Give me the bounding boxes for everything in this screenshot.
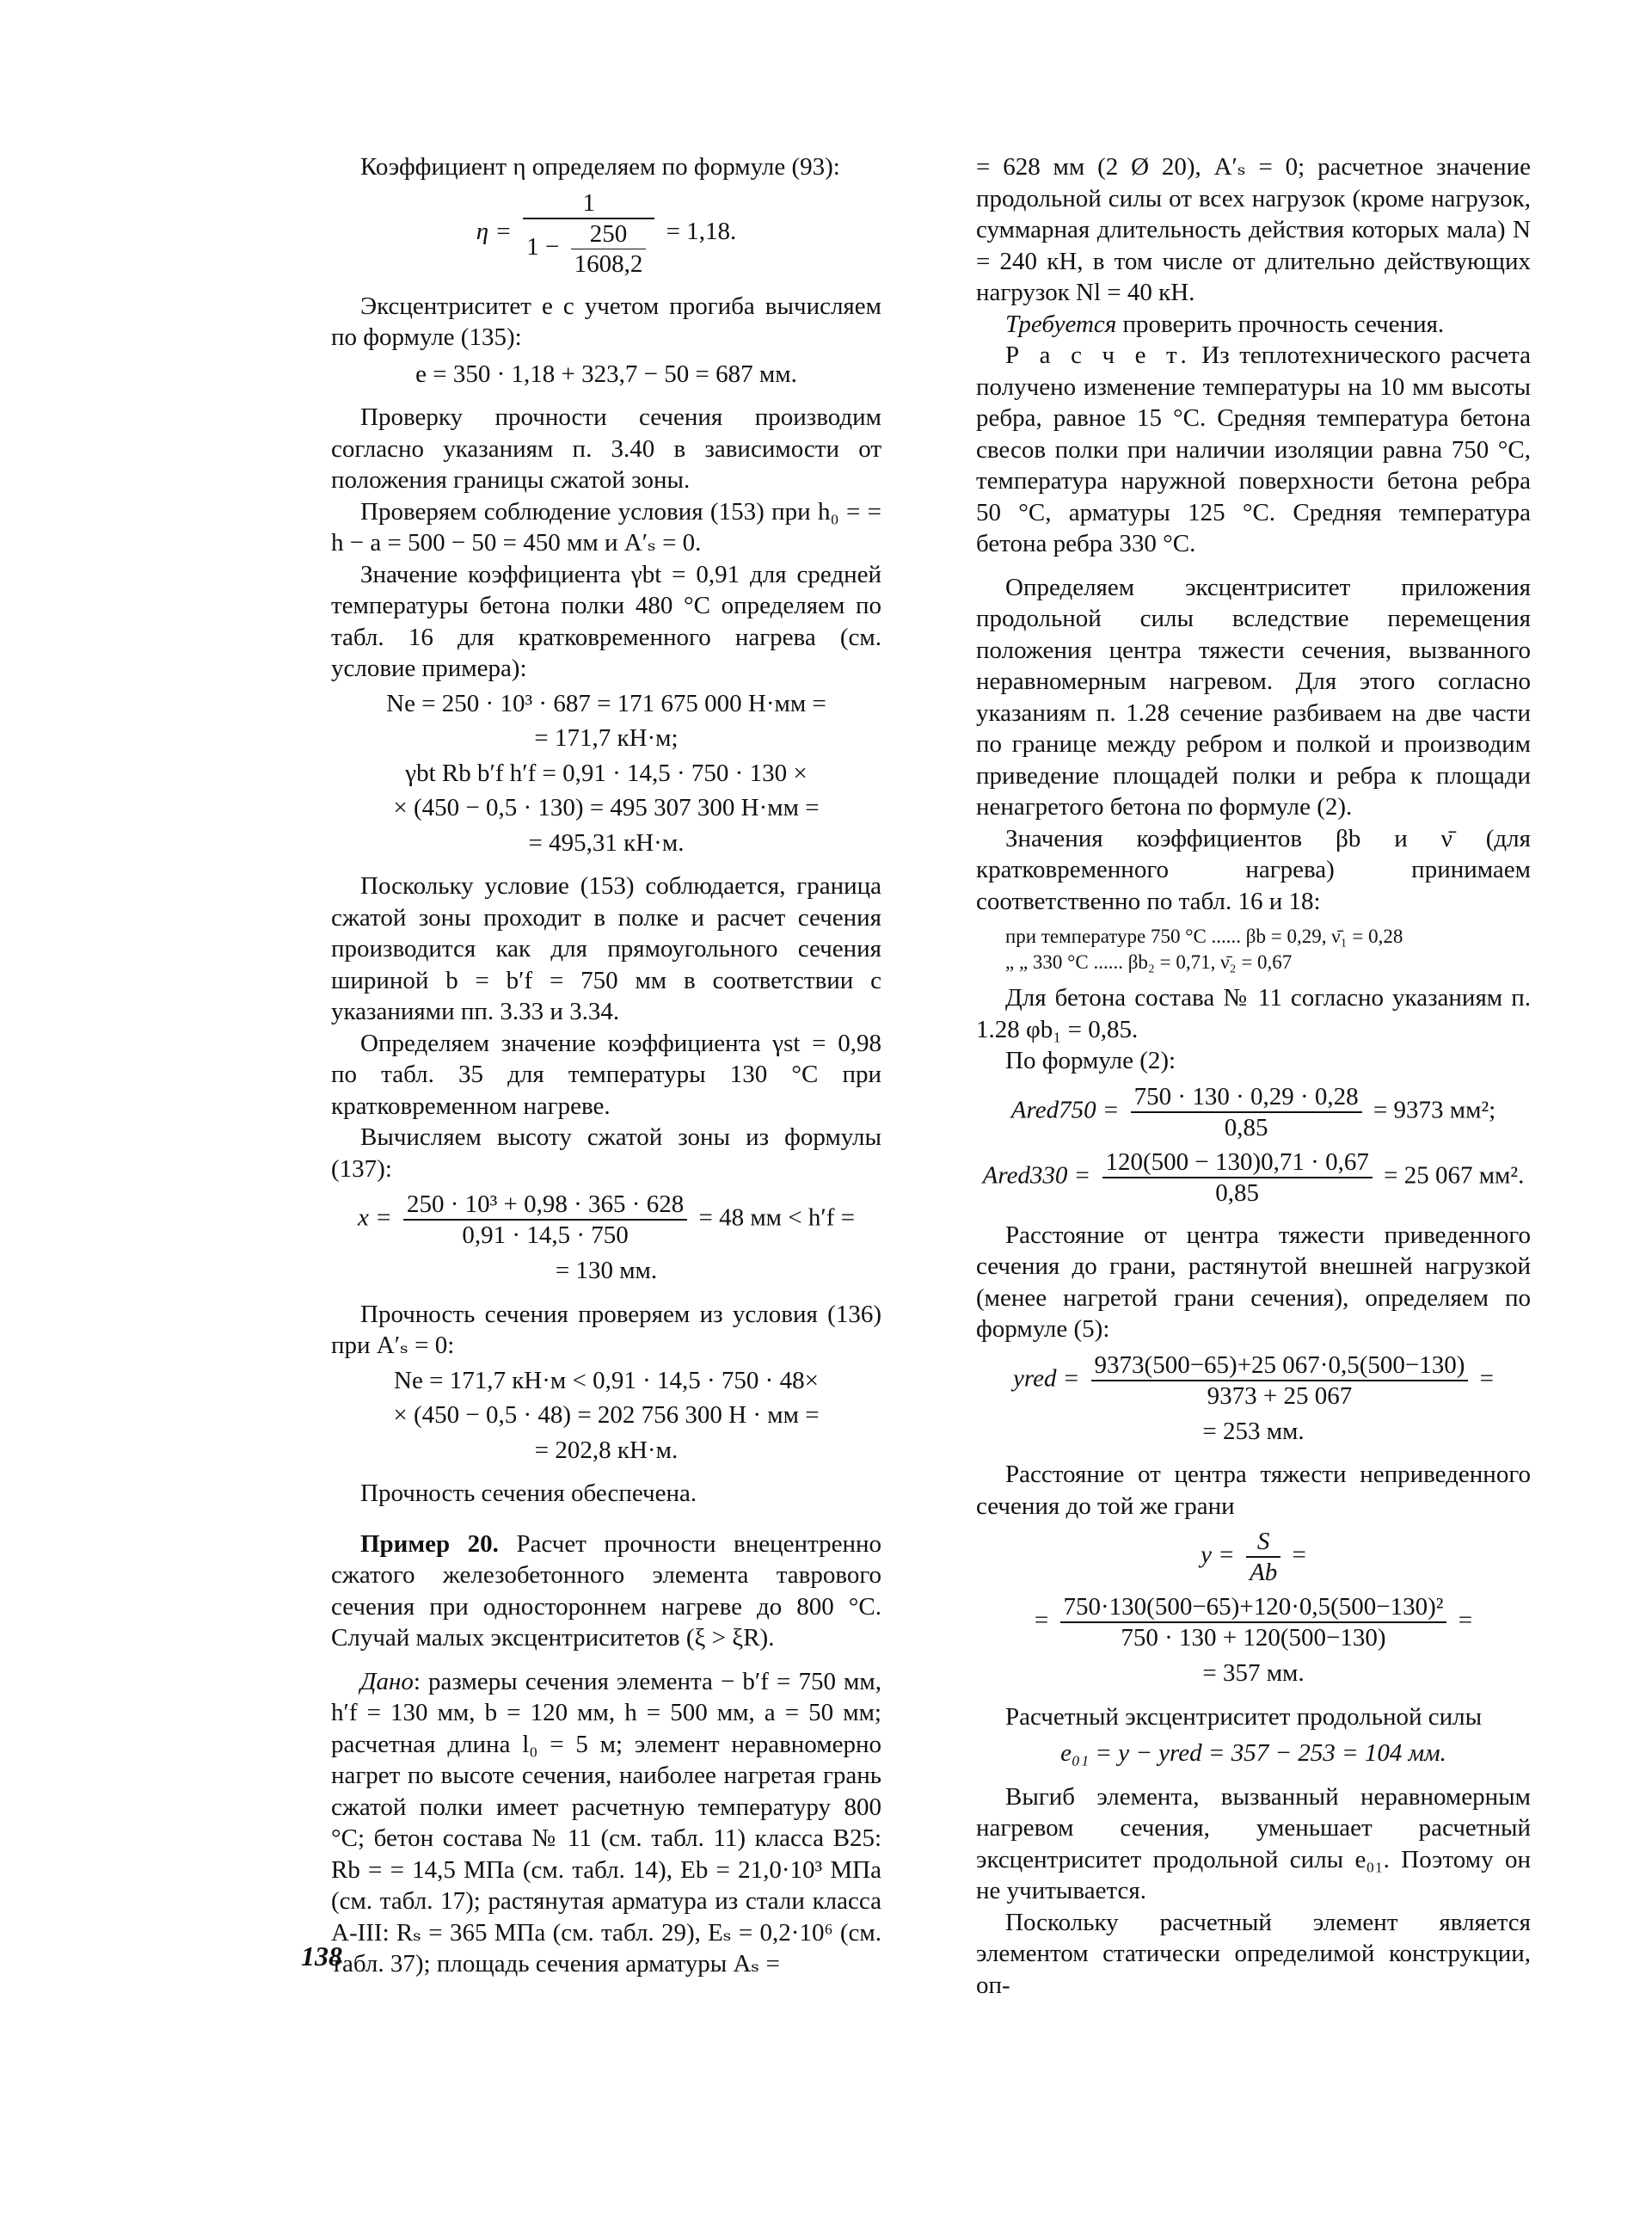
formula-x-2: = 130 мм. <box>555 1257 658 1284</box>
paragraph: Вычисляем высоту сжатой зоны из формулы (137): <box>331 1123 881 1183</box>
paragraph: Коэффициент η определяем по формуле (93): <box>360 153 840 181</box>
paragraph: Проверку прочности сечения производим согласно указаниям п. 3.40 в зависимости от положения границы сжатой зоны. <box>331 403 881 494</box>
formula-yred: yred = $\frac{9373(500-65)+25 067\cdot 0,5(500-130)}{9373 + 25 067}$ = <box>1013 1350 1494 1410</box>
left-column <box>331 151 881 1980</box>
formula-y-2: = $\frac{\text{750·130(500−65)+120·0,5(500−130)²}}{750 \cdot 130 + 120(500-130)}$ = <box>1034 1593 1473 1652</box>
fraction: $\frac{750 \cdot 130 \cdot 0,29 \cdot 0,28}{0,85}$ <box>1131 1082 1362 1142</box>
paragraph: Определяем значение коэффициента γst = 0,98 по табл. 35 для температуры 130 °C при кратковременном нагреве. <box>331 1029 881 1120</box>
fraction: $\frac{\text{250 · 10³ + 0,98 · 365 · 628}}{0,91 \cdot 14,5 \cdot 750}$ <box>403 1190 687 1250</box>
table-row: при температуре 750 °C ...... βb = 0,29, ν̄₁ = 0,28 <box>1005 926 1403 947</box>
paragraph: По формуле (2): <box>1005 1047 1176 1074</box>
given-paragraph: Дано: размеры сечения элемента − b′f = 750 мм, h′f = 130 мм, b = 120 мм, h = 500 мм, a = 50 мм; расчетная длина l₀ = 5 м; элемент неравномерно нагрет по высоте сечения, наиболее нагретая грань сжатой полки имеет расчетную температуру 800 °C; бетон состава № 11 (см. табл. 11) класса B25: Rb = = 14,5 МПа (см. табл. 14), Eb = 21,0·10³ МПа (см. табл. 17); растянутая арматура из стали класса A-III: Rₛ = 365 МПа (см. табл. 29), Eₛ = 0,2·10⁶ (см. табл. 37); площадь сечения арматуры Aₛ = <box>331 1667 881 1978</box>
formula-y: y = $\frac{S}{Ab}$ = <box>1201 1528 1306 1586</box>
formula-check-1: Ne = 171,7 кН·м < 0,91 · 14,5 · 750 · 48× <box>394 1366 819 1394</box>
fraction: $\frac{120(500 - 130)0,71 \cdot 0,67}{0,85}$ <box>1102 1147 1373 1208</box>
paragraph: Расстояние от центра тяжести приведенного сечения до грани, растянутой внешней нагрузкой (менее нагретой грани сечения), определяем по формуле (5): <box>976 1221 1531 1343</box>
paragraph: Прочность сечения обеспечена. <box>360 1479 697 1507</box>
paragraph: Выгиб элемента, вызванный неравномерным нагревом сечения, уменьшает расчетный эксцентриситет продольной силы e₀₁. Поэтому он не учитывается. <box>976 1782 1531 1904</box>
formula-x: x = $\frac{\text{250 · 10³ + 0,98 · 365 · 628}}{0,91 \cdot 14,5 \cdot 750}$ = 48 мм < h′f = <box>357 1190 855 1249</box>
page-number: 138 <box>301 1941 342 1972</box>
given-label: Дано <box>360 1667 414 1695</box>
formula-e01: e₀₁ = y − yred = 357 − 253 = 104 мм. <box>1060 1739 1446 1767</box>
example-title: Пример 20. <box>360 1529 499 1558</box>
right-column <box>976 151 1531 2001</box>
paragraph: Поскольку условие (153) соблюдается, граница сжатой зоны проходит в полке и расчет сечения производится как для прямоугольного сечения шириной b = b′f = 750 мм в соответствии с указаниями пп. 3.33 и 3.34. <box>331 872 881 1025</box>
formula-check-2: × (450 − 0,5 · 48) = 202 756 300 Н · мм = <box>393 1401 820 1429</box>
paragraph: Расчетный эксцентриситет продольной силы <box>1005 1702 1483 1731</box>
paragraph: Значение коэффициента γbt = 0,91 для средней температуры бетона полки 480 °C определяем по табл. 16 для кратковременного нагрева (см. условие примера): <box>331 560 881 682</box>
formula-y-3: = 357 мм. <box>1202 1659 1305 1687</box>
formula-ared-750: Ared750 = $\frac{750 \cdot 130 \cdot 0,29 \cdot 0,28}{0,85}$ = 9373 мм²; <box>1010 1082 1496 1141</box>
paragraph: Требуется проверить прочность сечения. <box>1005 310 1445 338</box>
formula-eta: η = 1 1 − $\frac{250}{1608,2}$ = 1,18. <box>476 188 737 278</box>
formula-g-2: × (450 − 0,5 · 130) = 495 307 300 Н·мм = <box>393 794 820 821</box>
formula-e: e = 350 · 1,18 + 323,7 − 50 = 687 мм. <box>415 360 797 388</box>
fraction: $\frac{250}{1608,2}$ <box>571 219 647 279</box>
fraction: $\frac{9373(500-65)+25 067\cdot 0,5(500-130)}{9373 + 25 067}$ <box>1091 1350 1469 1411</box>
formula-g-1: γbt Rb b′f h′f = 0,91 · 14,5 · 750 · 130 × <box>405 759 808 787</box>
paragraph: Для бетона состава № 11 согласно указаниям п. 1.28 φb₁ = 0,85. <box>976 984 1531 1043</box>
fraction: $\frac{\text{750·130(500−65)+120·0,5(500−130)²}}{750 \cdot 130 + 120(500-130)}$ <box>1060 1592 1447 1652</box>
example-paragraph: Пример 20. Расчет прочности внецентренно сжатого железобетонного элемента таврового сечения при одностороннем нагреве до 800 °C. Случай малых эксцентриситетов (ξ > ξR). <box>331 1529 881 1652</box>
paragraph: = 628 мм (2 Ø 20), A′ₛ = 0; расчетное значение продольной силы от всех нагрузок (кроме нагрузок, суммарная длительность действия которых мала) N = 240 кН, в том числе от длительно действующих нагрузок Nl = 40 кН. <box>976 153 1531 306</box>
paragraph: Прочность сечения проверяем из условия (136) при A′ₛ = 0: <box>331 1300 881 1359</box>
paragraph: Определяем эксцентриситет приложения продольной силы вследствие перемещения положения центра тяжести сечения, вызванного неравномерным нагревом. Для этого согласно указаниям п. 1.28 сечение разбиваем на две части по границе между ребром и полкой и производим приведение площадей полки и ребра к площади ненагретого бетона по формуле (2). <box>976 573 1531 821</box>
fraction: 1 1 − $\frac{250}{1608,2}$ <box>523 188 654 279</box>
paragraph: Проверяем соблюдение условия (153) при h₀ = = h − a = 500 − 50 = 450 мм и A′ₛ = 0. <box>331 497 881 557</box>
fraction: $\frac{S}{Ab}$ <box>1246 1527 1280 1587</box>
paragraph: Поскольку расчетный элемент является элементом статически определимой конструкции, оп- <box>976 1908 1531 1999</box>
formula-yred-2: = 253 мм. <box>1202 1417 1305 1445</box>
paragraph: Расстояние от центра тяжести неприведенного сечения до той же грани <box>976 1461 1531 1520</box>
formula-ared-330: Ared330 = $\frac{120(500 - 130)0,71 \cdot 0,67}{0,85}$ = 25 067 мм². <box>982 1147 1525 1207</box>
paragraph: Эксцентриситет e с учетом прогиба вычисляем по формуле (135): <box>331 292 881 351</box>
formula-ne-1: Ne = 250 · 10³ · 687 = 171 675 000 Н·мм = <box>386 689 826 717</box>
formula-check-3: = 202,8 кН·м. <box>534 1436 679 1464</box>
formula-g-3: = 495,31 кН·м. <box>528 828 685 857</box>
paragraph: Значения коэффициентов βb и ν̄ (для кратковременного нагрева) принимаем соответственно по табл. 16 и 18: <box>976 824 1531 915</box>
formula-ne-2: = 171,7 кН·м; <box>534 724 679 752</box>
coefficient-table <box>1005 924 1531 975</box>
paragraph: Р а с ч е т. Из теплотехнического расчета получено изменение температуры на 10 мм высоты ребра, равное 15 °C. Средняя температура бетона свесов полки при наличии изоляции равна 750 °C, температура наружной поверхности бетона ребра 50 °C, арматуры 125 °C. Средняя температура бетона ребра 330 °C. <box>976 341 1531 557</box>
table-row: „ „ 330 °C ...... βb₂ = 0,71, ν̄₂ = 0,67 <box>1005 951 1293 973</box>
